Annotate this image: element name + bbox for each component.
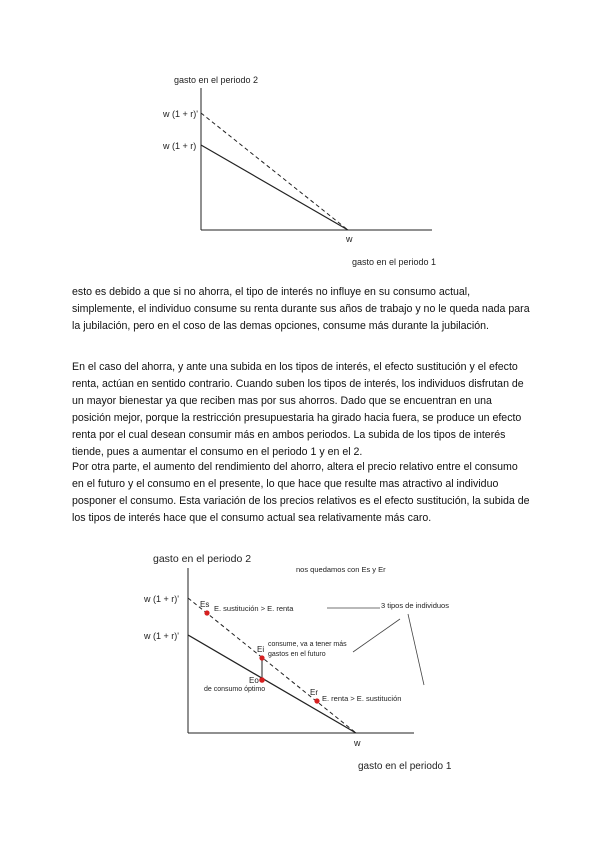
x-axis-label: gasto en el periodo 1	[358, 761, 452, 772]
x-tick-w: w	[346, 234, 353, 244]
point-ei-marker	[259, 655, 264, 660]
y-axis-label: gasto en el periodo 2	[174, 75, 259, 85]
point-eo-marker	[259, 677, 265, 683]
paragraph-3: Por otra parte, el aumento del rendimiento del ahorro, altera el precio relativo entre el consumo en el futuro y el consumo en el presente, lo que hace que resulte mas atractivo al individuo posponer el consumo. Esta variación de los precios relativos es el efecto sustitución, la subida de los tipos de interés hace que el consumo actual sea relativamente más caro.	[72, 461, 530, 524]
ei-annotation-line1: consume, va a tener más	[268, 641, 347, 648]
x-axis-label: gasto en el periodo 1	[352, 257, 437, 267]
er-annotation: E. renta > E. sustitución	[322, 694, 402, 703]
budget-line-rotated	[188, 598, 356, 733]
point-eo-label: Eo	[249, 676, 259, 685]
budget-line-original	[201, 145, 348, 230]
y-tick-upper: w (1 + r)'	[144, 594, 179, 604]
y-tick-lower: w (1 + r)	[163, 141, 197, 151]
point-es-label: Es	[200, 600, 210, 609]
point-er-marker	[314, 698, 319, 703]
y-axis-label: gasto en el periodo 2	[153, 553, 252, 565]
budget-line-rotated	[201, 113, 348, 230]
note-top: nos quedamos con Es y Er	[296, 565, 386, 574]
point-er-label: Er	[310, 688, 318, 697]
paragraph-2: En el caso del ahorra, y ante una subida en los tipos de interés, el efecto sustitución y el efecto renta, actúan en sentido contrario. Cuando suben los tipos de interés, los individuos disfrutan de un mayor bienestar ya que reciben mas por sus ahorros. Dado que se encuentran en una posición mejor, porque la restricción presupuestaria ha girado hacia fuera, se produce un efecto renta por el cual desean consumir más en ambos periodos. La subida de los tipos de interés tiende, pues a aumentar el consumo en el periodo 1 y en el 2.	[72, 361, 524, 458]
figure-1-budget-lines	[0, 0, 600, 280]
paragraph-1: esto es debido a que si no ahorra, el tipo de interés no influye en su consumo actual, simplemente, el individuo consume su renta durante sus años de trabajo y no le queda nada para la jubilación, pero en el coso de las demas opciones, consume más durante la jubilación.	[72, 286, 530, 332]
es-annotation: E. sustitución > E. renta	[214, 604, 294, 613]
note-types: 3 tipos de individuos	[381, 601, 449, 610]
pointer-line-er	[408, 614, 424, 685]
point-ei-label: Ei	[257, 645, 265, 654]
x-tick-w: w	[354, 738, 361, 748]
pointer-line-ei	[353, 619, 400, 652]
ei-annotation-line2: gastos en el futuro	[268, 651, 326, 658]
point-es-marker	[204, 610, 209, 615]
figure-2-income-substitution	[0, 540, 600, 780]
y-tick-upper: w (1 + r)'	[163, 109, 198, 119]
budget-line-original	[188, 635, 356, 733]
y-tick-lower: w (1 + r)'	[144, 631, 179, 641]
eo-annotation: de consumo óptimo	[204, 686, 266, 693]
